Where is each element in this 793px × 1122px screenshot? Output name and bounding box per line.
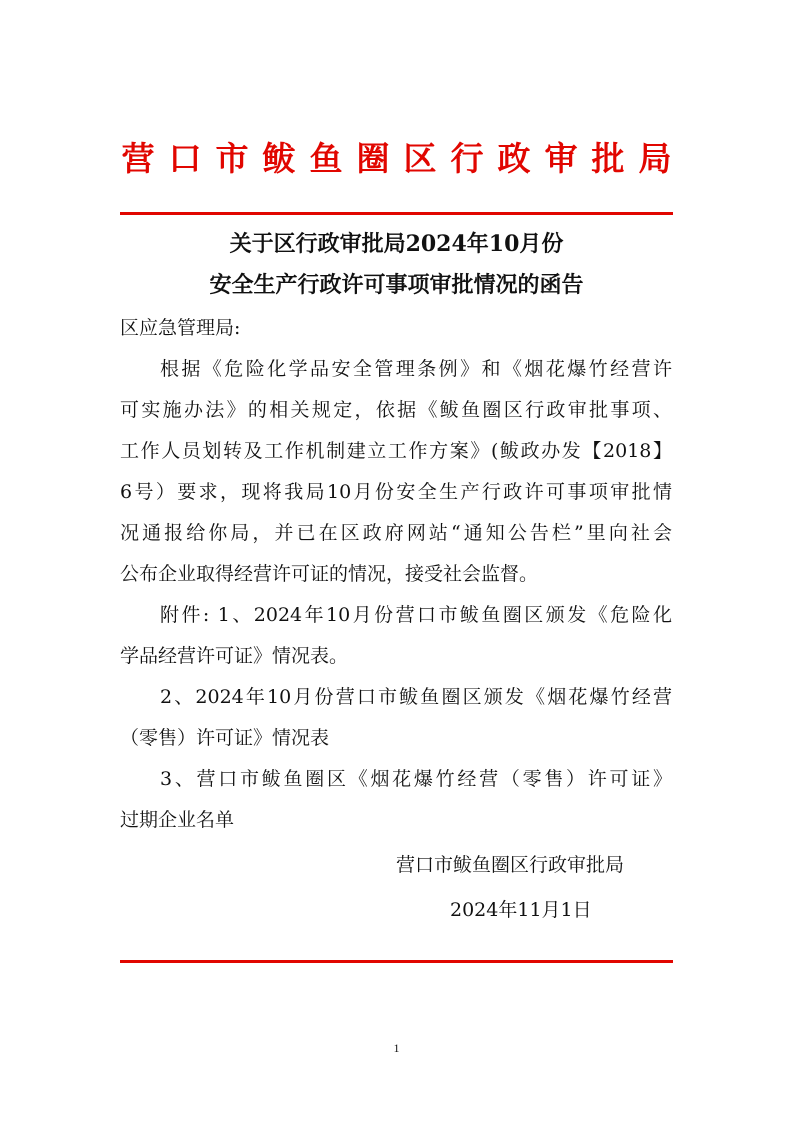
letterhead-red-rule	[120, 212, 673, 215]
paragraph-1-line-3: 工作人员划转及工作机制建立工作方案》(鲅政办发【2018】	[120, 440, 672, 462]
paragraph-1-line-2: 可实施办法》的相关规定，依据《鲅鱼圈区行政审批事项、	[120, 399, 672, 421]
org-letterhead: 营口市鲅鱼圈区行政审批局	[121, 139, 686, 178]
paragraph-1-line-4: 6号）要求，现将我局10月份安全生产行政许可事项审批情	[120, 481, 672, 503]
paragraph-1-line-1: 根据《危险化学品安全管理条例》和《烟花爆竹经营许	[160, 358, 672, 380]
signature-date: 2024年11月1日	[450, 899, 592, 921]
document-title-line-2: 安全生产行政许可事项审批情况的函告	[209, 272, 584, 298]
attachment-3-line-2: 过期企业名单	[120, 809, 235, 831]
attachment-2-line-2: （零售）许可证》情况表	[120, 727, 330, 749]
paragraph-1-line-6: 公布企业取得经营许可证的情况，接受社会监督。	[120, 563, 539, 585]
attachment-1-line-2: 学品经营许可证》情况表。	[120, 645, 349, 667]
footer-red-rule	[120, 960, 673, 963]
paragraph-1-line-5: 况通报给你局，并已在区政府网站“通知公告栏”里向社会	[120, 522, 672, 544]
signature-organization: 营口市鲅鱼圈区行政审批局	[396, 854, 625, 876]
attachment-2-line-1: 2、2024年10月份营口市鲅鱼圈区颁发《烟花爆竹经营	[160, 686, 672, 708]
salutation: 区应急管理局:	[120, 317, 241, 339]
page-number: 1	[393, 1041, 400, 1055]
attachment-3-line-1: 3、营口市鲅鱼圈区《烟花爆竹经营（零售）许可证》	[160, 768, 672, 790]
attachment-1-line-1: 附件: 1、2024年10月份营口市鲅鱼圈区颁发《危险化	[160, 604, 672, 626]
document-title-line-1: 关于区行政审批局2024年10月份	[229, 231, 564, 257]
